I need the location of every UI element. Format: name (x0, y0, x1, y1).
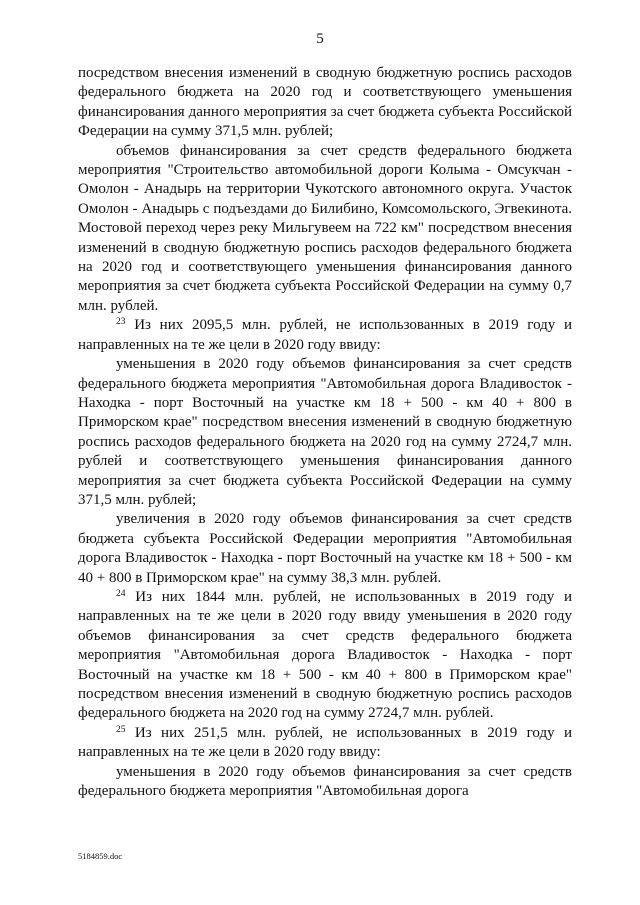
paragraph-4 (78, 355, 572, 510)
paragraph-4-text: уменьшения в 2020 году объемов финансирования за счет средств федерального бюджета мероприятия "Автомобильная дорога Владивосток - Находка - порт Восточный на участке км 18 + 500 - км 40 + 800 в Приморском крае" посредством внесения изменений в сводную бюджетную роспись расходов федерального бюджета на 2020 год на сумму 2724,7 млн. рублей и соответствующего уменьшения финансирования данного мероприятия за счет бюджета субъекта Российской Федерации на сумму 371,5 млн. рублей; (78, 356, 572, 508)
footnote-23 (78, 316, 572, 355)
document-id: 5184859.doc (78, 851, 123, 861)
paragraph-2-text: объемов финансирования за счет средств федерального бюджета мероприятия "Строительство автомобильной дороги Колыма - Омсукчан - Омолон - Анадырь на территории Чукотского автономного округа. Участок Омолон - Анадырь с подъездами до Билибино, Комсомольского, Эгвекинота. Мостовой переход через реку Мильгувеем на 722 км" посредством внесения изменений в сводную бюджетную роспись расходов федерального бюджета на 2020 год и соответствующего уменьшения финансирования данного мероприятия за счет бюджета субъекта Российской Федерации на сумму 0,7 млн. рублей. (78, 142, 572, 314)
footnote-25-marker: 25 (116, 724, 126, 735)
document-body (78, 64, 572, 801)
footnote-23-marker: 23 (116, 317, 126, 328)
paragraph-1 (78, 64, 572, 142)
footnote-25-text: Из них 251,5 млн. рублей, не использованных в 2019 году и направленных на те же цели в 2020 году ввиду: (78, 724, 572, 761)
footnote-23-text: Из них 2095,5 млн. рублей, не использованных в 2019 году и направленных на те же цели в 2020 году ввиду: (78, 317, 573, 353)
page-number: 5 (316, 31, 324, 47)
paragraph-1-text: посредством внесения изменений в сводную бюджетную роспись расходов федерального бюджета на 2020 год и соответствующего уменьшения финансирования данного мероприятия за счет бюджета субъекта Российской Федерации на сумму 371,5 млн. рублей; (78, 65, 572, 140)
paragraph-5-text: увеличения в 2020 году объемов финансирования за счет средств бюджета субъекта Российской Федерации мероприятия "Автомобильная дорога Владивосток - Находка - порт Восточный на участке км 18 + 500 - км 40 + 800 в Приморском крае" на сумму 38,3 млн. рублей. (78, 511, 572, 586)
paragraph-2 (78, 142, 572, 317)
footnote-24-text: Из них 1844 млн. рублей, не использованных в 2019 году и направленных на те же цели в 2020 году ввиду уменьшения в 2020 году объемов финансирования за счет средств федерального бюджета мероприятия "Автомобильная дорога Владивосток - Находка - порт Восточный на участке км 18 + 500 - км 40 + 800 в Приморском крае" посредством внесения изменений в сводную бюджетную роспись расходов федерального бюджета на 2020 год на сумму 2724,7 млн. рублей. (78, 588, 572, 722)
paragraph-8-text: уменьшения в 2020 году объемов финансирования за счет средств федерального бюджета мероприятия "Автомобильная дорога (78, 763, 572, 800)
footnote-24-marker: 24 (116, 588, 126, 599)
footnote-25 (78, 724, 572, 763)
footnote-24 (78, 588, 572, 724)
paragraph-8 (78, 763, 572, 802)
paragraph-5 (78, 510, 572, 588)
